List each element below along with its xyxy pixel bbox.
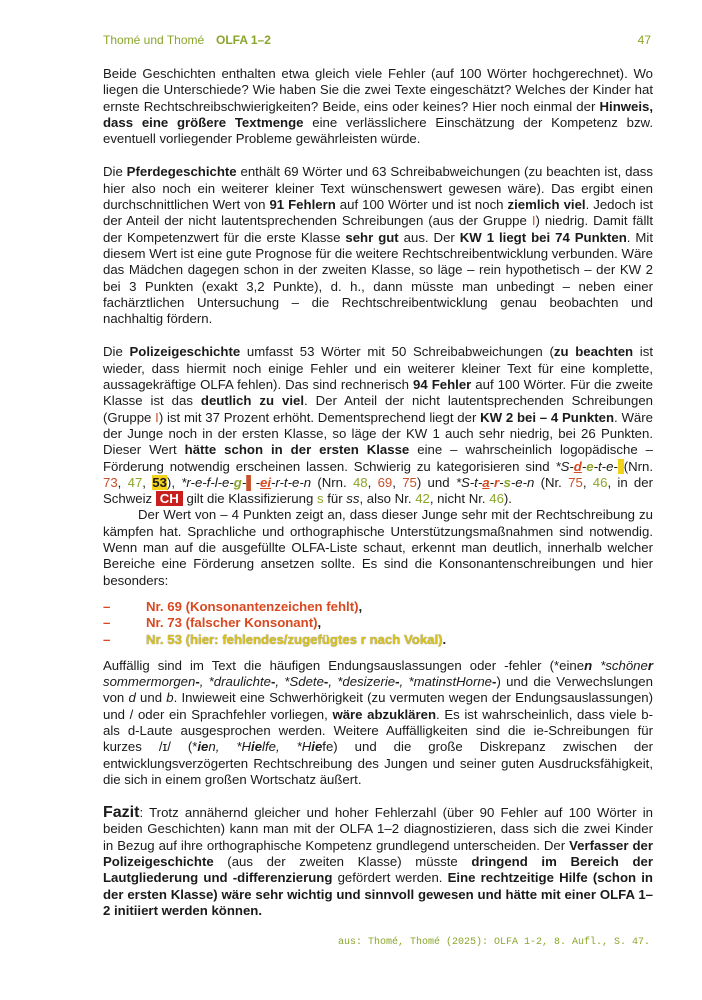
source-citation: aus: Thomé, Thomé (2025): OLFA 1-2, 8. Aufl., S. 47. <box>337 937 650 948</box>
list-item: – Nr. 53 (hier: fehlendes/zugefügtes r nach Vokal). <box>103 631 447 647</box>
paragraph-intro: Beide Geschichten enthalten etwa gleich viele Fehler (auf 100 Wörter hochgerechnet). Wo liegen die Unterschiede? Wie haben Sie die zwei Texte eingeschätzt? Welches der Kinder hat ernste Rechtschreibschwierigkeiten? Beide, eins oder keines? Hier noch einmal der Hinweis, dass eine größere Textmenge eine verlässlichere Einschätzung der Kompetenz bzw. eventuell vorliegender Probleme gewährleisten würde. <box>103 66 653 147</box>
paragraph-auffaellig: Auffällig sind im Text die häufigen Endungsauslassungen oder -fehler (*einen *schöner sommermorgen-, *draulichte-, *Sdete-, *desizerie-, *matinstHorne-) und die Verwechslungen von d und b. Inwieweit eine Schwerhörigkeit (zu vermuten wegen der Endungsauslassungen) und / oder ein Sprachfehler vorliegen, wäre abzuklären. Es ist wahrscheinlich, dass viele b- als d-Laute ausgesprochen werden. Weitere Auffälligkeiten sind die ie-Schreibungen für kurzes /ɪ/ (*ien, *Hielfe, *Hiefe) und die große Diskrepanz zwischen der entwicklungsverzögerten Rechtschreibung des Jungen und seiner guten Ausdrucksfähigkeit, die sich in einem großen Wortschatz äußert. <box>103 657 653 787</box>
paragraph-polizeigeschichte: Die Polizeigeschichte umfasst 53 Wörter mit 50 Schreibabweichungen (zu beachten ist wieder, dass hiermit noch einige Fehler und ein weiterer kleiner Text für eine komplette, aussagekräftige OLFA fehlen). Das sind rechnerisch 94 Fehler auf 100 Wörter. Für die zweite Klasse ist das deutlich zu viel. Der Anteil der nicht lautentsprechenden Schreibungen (Gruppe I) ist mit 37 Prozent erhöht. Dementsprechend liegt der KW 2 bei – 4 Punkten. Wäre der Junge noch in der ersten Klasse, so läge der KW 1 auch sehr niedrig, bei 26 Punkten. Dieser Wert hätte schon in der ersten Klasse eine – wahrscheinlich logopädische – Förderung notwendig erscheinen lassen. Schwierig zu kategorisieren sind *S-d-e-t-e- (Nrn. 73, 47, 53), *r-e-f-l-e-g-▌-ei-r-t-e-n (Nrn. 48, 69, 75) und *S-t-a-r-s-e-n (Nr. 75, 46, in der Schweiz CH gilt die Klassifizierung s für ss, also Nr. 42, nicht Nr. 46). <box>103 344 654 507</box>
header-authors: Thomé und Thomé <box>103 33 205 47</box>
list-item: – Nr. 73 (falscher Konsonant), <box>103 615 322 631</box>
paragraph-pferdegeschichte: Die Pferdegeschichte enthält 69 Wörter und 63 Schreibabweichungen (zu beachten ist, dass hier also noch ein weiterer kleiner Text wünschenswert gewesen wäre). Das ergibt einen durchschnittlichen Wert von 91 Fehlern auf 100 Wörter und ist noch ziemlich viel. Jedoch ist der Anteil der nicht lautentsprechenden Schreibungen (aus der Gruppe I) niedrig. Damit fällt der Kompetenzwert für die erste Klasse sehr gut aus. Der KW 1 liegt bei 74 Punkten. Mit diesem Wert ist eine gute Prognose für die weitere Rechtschreibentwicklung verbunden. Wäre das Mädchen dagegen schon in der zweiten Klasse, so läge – rein hypothetisch – der KW 2 bei 3 Punkten (exakt 3,2 Punkte), d. h., dann müsste man unbedingt – neben einer fachärztlichen Untersuchung – die Rechtschreibentwicklung genau beobachten und nachhaltig fördern. <box>103 164 653 327</box>
ch-badge: CH <box>156 491 183 506</box>
page-number: 47 <box>637 33 651 47</box>
paragraph-fazit: Fazit: Trotz annähernd gleicher und hoher Fehlerzahl (über 90 Fehler auf 100 Wörter in beiden Geschichten) kann man mit der OLFA 1–2 diagnostizieren, dass sich die zwei Kinder in Bezug auf ihre orthographische Kompetenz grundlegend unterscheiden. Der Verfasser der Polizeigeschichte (aus der zweiten Klasse) müsste dringend im Bereich der Lautgliederung und -differenzierung gefördert werden. Eine rechtzeitige Hilfe (schon in der ersten Klasse) wäre sehr wichtig und sinnvoll gewesen und hätte mit einer OLFA 1–2 initiiert werden können. <box>103 804 653 918</box>
example-word-3: *S-t-a-r-s-e-n <box>455 474 535 490</box>
paragraph-wert: Der Wert von – 4 Punkten zeigt an, dass dieser Junge sehr mit der Rechtschreibung zu kämpfen hat. Sprachliche und orthographische Unterstützungsmaßnahmen sind notwendig. Wenn man auf die ausgefüllte OLFA-Liste schaut, erkennt man deutlich, innerhalb welcher Bereiche eine Förderung ansetzen sollte. Es sind die Konsonantenschreibungen und hier besonders: <box>103 507 653 588</box>
list-item: – Nr. 69 (Konsonantenzeichen fehlt), <box>103 598 363 614</box>
page-body <box>103 66 653 919</box>
page-header <box>103 33 651 49</box>
focus-list <box>103 599 653 648</box>
example-word-1: *S-d-e-t-e- <box>555 459 623 474</box>
header-title: OLFA 1–2 <box>216 33 271 47</box>
example-word-2: *r-e-f-l-e-g-▌-ei-r-t-e-n <box>181 474 312 490</box>
